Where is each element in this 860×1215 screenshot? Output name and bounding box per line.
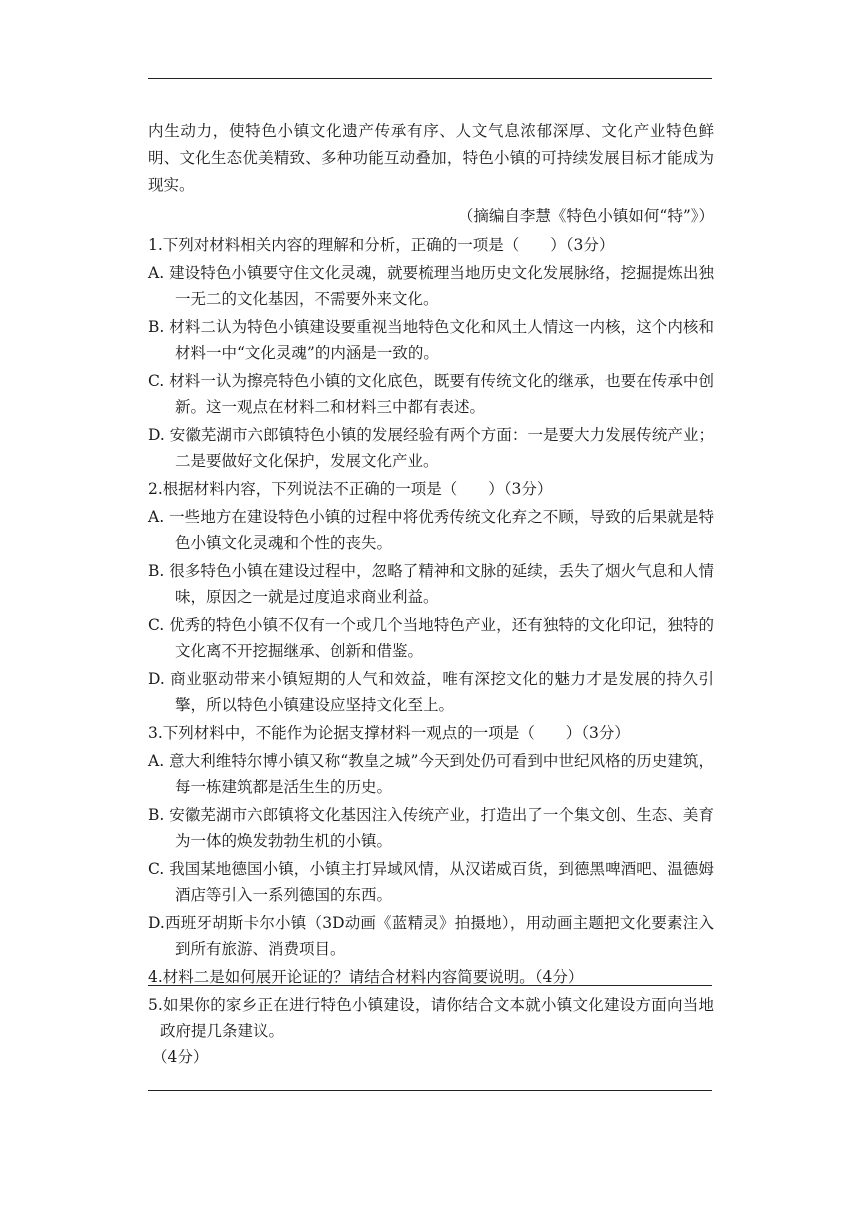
answer-line-q4	[148, 985, 712, 986]
passage-paragraph: 内生动力，使特色小镇文化遗产传承有序、人文气息浓郁深厚、文化产业特色鲜明、文化生态优美精致、多种功能互动叠加，特色小镇的可持续发展目标才能成为现实。	[148, 122, 714, 194]
source-citation: （摘编自李慧《特色小镇如何“特”》）	[457, 207, 714, 225]
question-3-option-c: C. 我国某地德国小镇，小镇主打异域风情，从汉诺威百货，到德黑啤酒吧、温德姆酒店等引入一系列德国的东西。	[148, 860, 714, 904]
question-3-option-a: A. 意大利维特尔博小镇又称“教皇之城”今天到处仍可看到中世纪风格的历史建筑，每一栋建筑都是活生生的历史。	[148, 752, 714, 796]
question-2-option-c: C. 优秀的特色小镇不仅有一个或几个当地特色产业，还有独特的文化印记，独特的文化离不开挖掘继承、创新和借鉴。	[148, 616, 714, 660]
question-2	[148, 476, 714, 718]
question-1-option-b: B. 材料二认为特色小镇建设要重视当地特色文化和风土人情这一内核，这个内核和材料一中“文化灵魂”的内涵是一致的。	[148, 318, 714, 362]
question-3-stem: 3.下列材料中，不能作为论据支撑材料一观点的一项是（ ）（3分）	[148, 724, 630, 742]
question-2-option-a: A. 一些地方在建设特色小镇的过程中将优秀传统文化弃之不顾，导致的后果就是特色小镇文化灵魂和个性的丧失。	[148, 508, 714, 552]
answer-line-q5	[148, 1090, 712, 1091]
question-5-score: （4分）	[152, 1048, 209, 1066]
question-2-option-d: D. 商业驱动带来小镇短期的人气和效益，唯有深挖文化的魅力才是发展的持久引擎，所以特色小镇建设应坚持文化至上。	[148, 670, 714, 714]
question-2-stem: 2.根据材料内容，下列说法不正确的一项是（ ）（3分）	[148, 480, 553, 498]
question-1-stem: 1.下列对材料相关内容的理解和分析，正确的一项是（ ）（3分）	[148, 236, 615, 254]
question-2-option-b: B. 很多特色小镇在建设过程中，忽略了精神和文脉的延续，丢失了烟火气息和人情味，原因之一就是过度追求商业利益。	[148, 562, 714, 606]
question-5-stem: 5.如果你的家乡正在进行特色小镇建设，请你结合文本就小镇文化建设方面向当地政府提几条建议。	[148, 996, 714, 1040]
question-1-option-c: C. 材料一认为擦亮特色小镇的文化底色，既要有传统文化的继承，也要在传承中创新。这一观点在材料二和材料三中都有表述。	[148, 372, 714, 416]
question-3-option-d: D.西班牙胡斯卡尔小镇（3D动画《蓝精灵》拍摄地），用动画主题把文化要素注入到所有旅游、消费项目。	[148, 914, 714, 958]
question-1-option-a: A. 建设特色小镇要守住文化灵魂，就要梳理当地历史文化发展脉络，挖掘提炼出独一无二的文化基因，不需要外来文化。	[148, 264, 714, 308]
question-3	[148, 720, 714, 962]
header-rule	[148, 78, 712, 79]
question-4-stem: 4.材料二是如何展开论证的？请结合材料内容简要说明。（4分）	[148, 968, 584, 986]
question-5	[148, 990, 714, 1070]
document-body	[148, 118, 714, 990]
question-1-option-d: D. 安徽芜湖市六郎镇特色小镇的发展经验有两个方面：一是要大力发展传统产业；二是要做好文化保护，发展文化产业。	[148, 426, 714, 470]
question-4	[148, 964, 714, 990]
question-3-option-b: B. 安徽芜湖市六郎镇将文化基因注入传统产业，打造出了一个集文创、生态、美育为一体的焕发勃勃生机的小镇。	[148, 806, 714, 850]
question-1	[148, 232, 714, 474]
